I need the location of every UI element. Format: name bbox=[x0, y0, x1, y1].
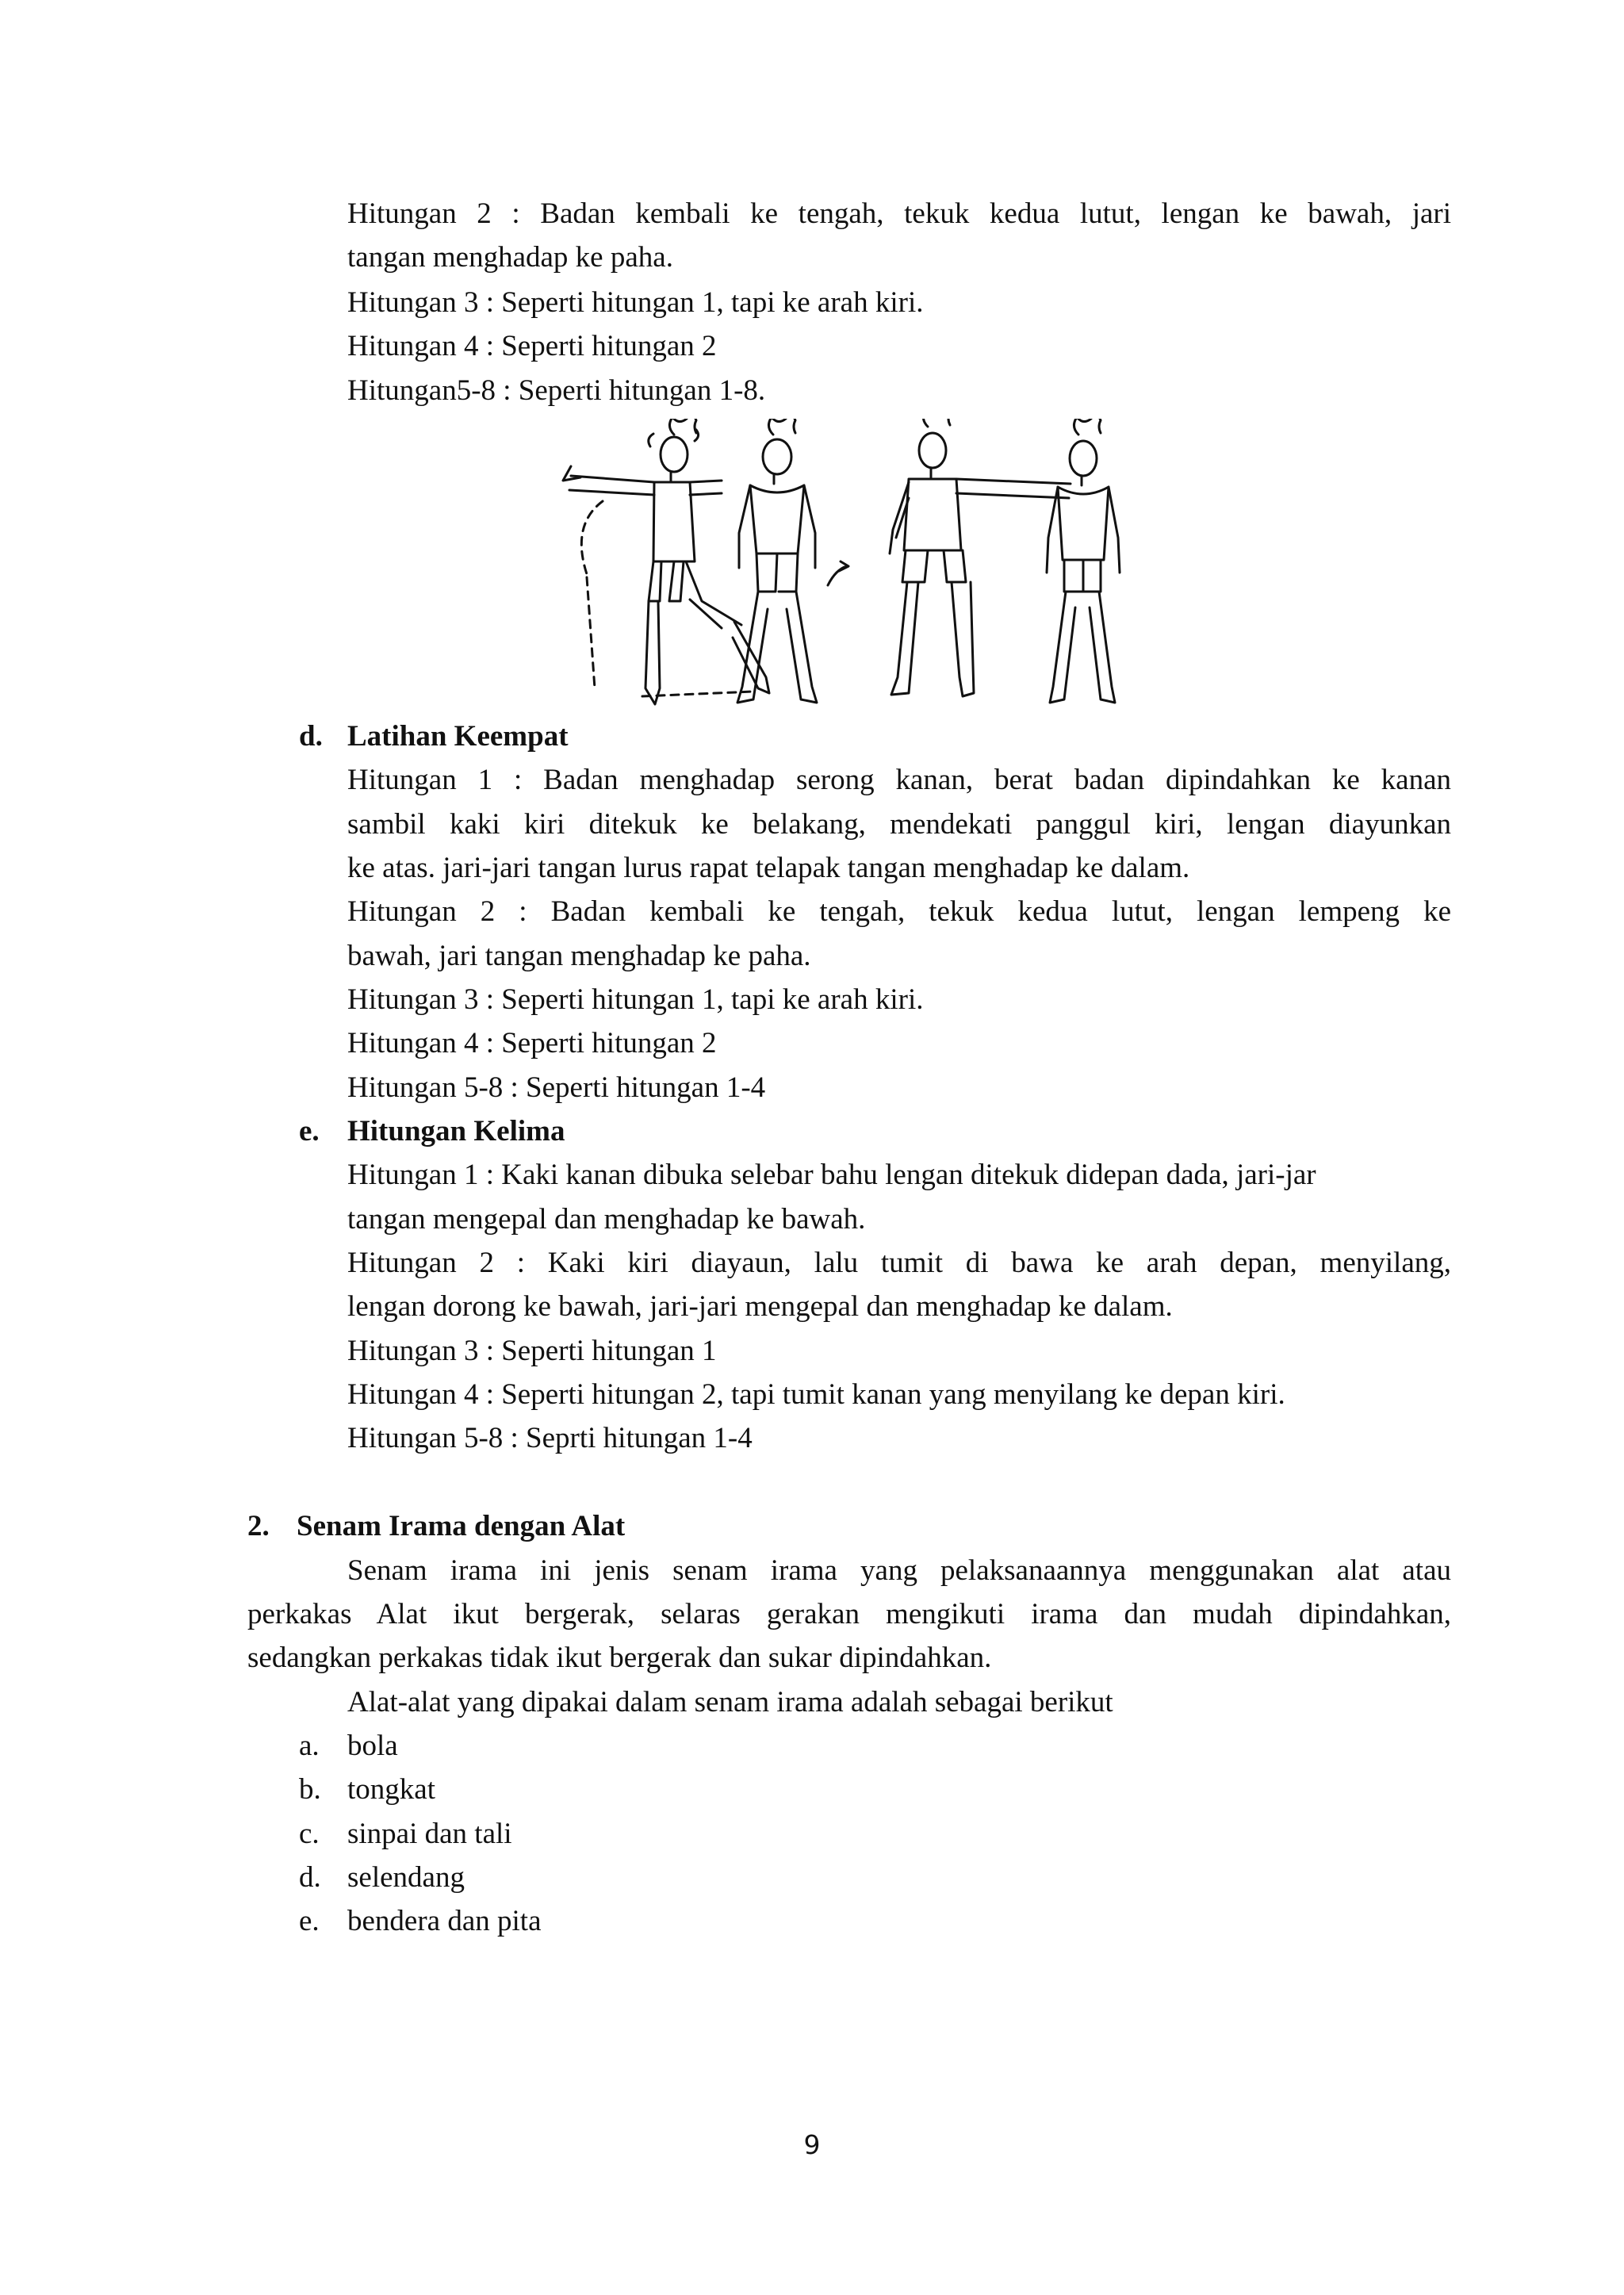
section-d-line-3: ke atas. jari-jari tangan lurus rapat telapak tangan menghadap ke dalam. bbox=[347, 852, 1190, 884]
list-item-marker: a. bbox=[299, 1730, 320, 1762]
top-line-1: Hitungan 2 : Badan kembali ke tengah, tekuk kedua lutut, lengan ke bawah, jari bbox=[347, 197, 1451, 230]
list-item-text: selendang bbox=[347, 1861, 465, 1894]
section-2-marker: 2. bbox=[247, 1510, 270, 1542]
section-d-line-4: Hitungan 2 : Badan kembali ke tengah, tekuk kedua lutut, lengan lempeng ke bbox=[347, 895, 1451, 928]
section-d-line-1: Hitungan 1 : Badan menghadap serong kanan, berat badan dipindahkan ke kanan bbox=[347, 764, 1451, 796]
list-item-text: bola bbox=[347, 1730, 398, 1762]
section-e-title: Hitungan Kelima bbox=[347, 1115, 565, 1148]
section-d-marker: d. bbox=[299, 720, 323, 753]
section-2-para2: Alat-alat yang dipakai dalam senam irama adalah sebagai berikut bbox=[347, 1686, 1113, 1718]
top-line-2: tangan menghadap ke paha. bbox=[347, 241, 673, 274]
figure-4 bbox=[1047, 419, 1120, 703]
top-line-5: Hitungan5-8 : Seperti hitungan 1-8. bbox=[347, 374, 766, 407]
top-line-4: Hitungan 4 : Seperti hitungan 2 bbox=[347, 330, 717, 362]
figure-3 bbox=[890, 419, 1071, 696]
section-2-heading bbox=[247, 1508, 625, 1546]
section-e-line-1: Hitungan 1 : Kaki kanan dibuka selebar bahu lengan ditekuk didepan dada, jari-jar bbox=[347, 1159, 1316, 1191]
section-e-line-6: Hitungan 4 : Seperti hitungan 2, tapi tumit kanan yang menyilang ke depan kiri. bbox=[347, 1378, 1285, 1411]
list-item bbox=[299, 1815, 512, 1853]
section-2-para1-line-2: perkakas Alat ikut bergerak, selaras gerakan mengikuti irama dan mudah dipindahkan, bbox=[247, 1598, 1451, 1630]
top-line-3: Hitungan 3 : Seperti hitungan 1, tapi ke arah kiri. bbox=[347, 286, 924, 319]
section-d-line-2: sambil kaki kiri ditekuk ke belakang, mendekati panggul kiri, lengan diayunkan bbox=[347, 808, 1451, 841]
list-item bbox=[299, 1902, 542, 1941]
list-item-marker: d. bbox=[299, 1861, 321, 1894]
section-d-line-7: Hitungan 4 : Seperti hitungan 2 bbox=[347, 1027, 717, 1059]
page-number: 9 bbox=[803, 2129, 821, 2160]
section-e-line-2: tangan mengepal dan menghadap ke bawah. bbox=[347, 1203, 866, 1236]
section-d-line-6: Hitungan 3 : Seperti hitungan 1, tapi ke arah kiri. bbox=[347, 983, 924, 1016]
section-d-title: Latihan Keempat bbox=[347, 720, 569, 753]
section-e-line-5: Hitungan 3 : Seperti hitungan 1 bbox=[347, 1335, 717, 1367]
list-item bbox=[299, 1771, 435, 1809]
section-d-heading bbox=[299, 718, 569, 756]
list-item-marker: b. bbox=[299, 1773, 321, 1806]
list-item-text: tongkat bbox=[347, 1773, 435, 1806]
section-e-line-3: Hitungan 2 : Kaki kiri diayaun, lalu tumit di bawa ke arah depan, menyilang, bbox=[347, 1247, 1451, 1279]
exercise-illustration bbox=[555, 419, 1174, 720]
section-2-title: Senam Irama dengan Alat bbox=[297, 1510, 626, 1542]
section-e-marker: e. bbox=[299, 1115, 320, 1148]
section-d-line-5: bawah, jari tangan menghadap ke paha. bbox=[347, 940, 811, 972]
section-e-heading bbox=[299, 1113, 565, 1151]
list-item-text: bendera dan pita bbox=[347, 1905, 542, 1937]
figure-2 bbox=[737, 419, 848, 703]
list-item bbox=[299, 1727, 398, 1765]
list-item-text: sinpai dan tali bbox=[347, 1818, 512, 1850]
section-d-line-8: Hitungan 5-8 : Seperti hitungan 1-4 bbox=[347, 1071, 766, 1104]
list-item-marker: e. bbox=[299, 1905, 320, 1937]
list-item-marker: c. bbox=[299, 1818, 320, 1850]
list-item bbox=[299, 1859, 465, 1897]
section-e-line-7: Hitungan 5-8 : Seprti hitungan 1-4 bbox=[347, 1422, 753, 1454]
section-e-line-4: lengan dorong ke bawah, jari-jari mengepal dan menghadap ke dalam. bbox=[347, 1290, 1173, 1323]
section-2-para1-line-1: Senam irama ini jenis senam irama yang pelaksanaannya menggunakan alat atau bbox=[347, 1554, 1451, 1587]
section-2-para1-line-3: sedangkan perkakas tidak ikut bergerak dan sukar dipindahkan. bbox=[247, 1642, 992, 1674]
